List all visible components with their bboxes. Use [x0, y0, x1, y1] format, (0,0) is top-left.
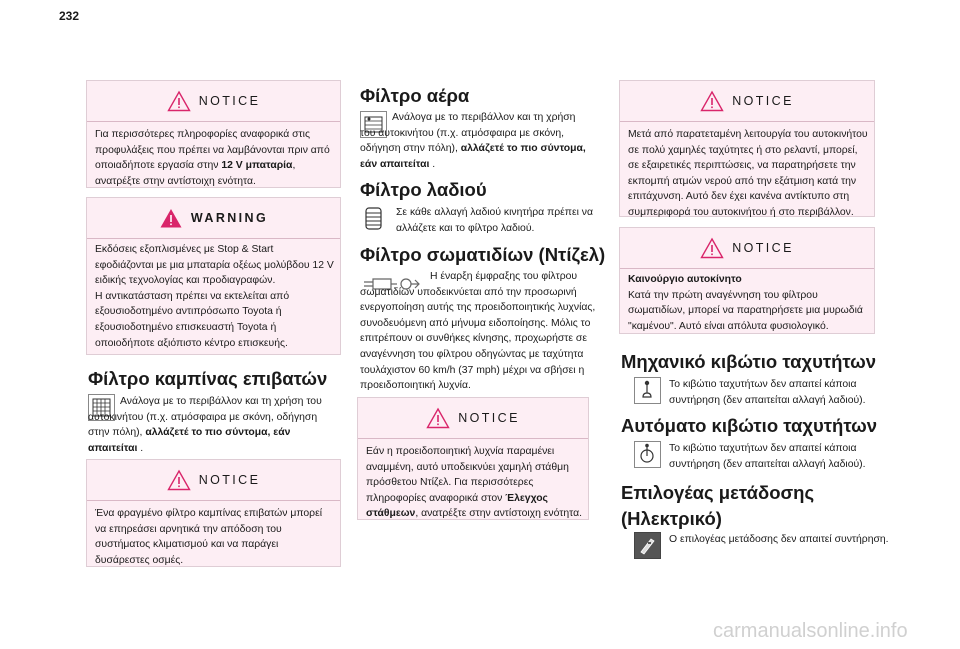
warning-paragraph: Εκδόσεις εξοπλισμένες με Stop & Start εφοδιάζονται με μια μπαταρία οξέως μολύβδου 12 V ειδικής τεχνολογίας και προδιαγραφών. [95, 244, 334, 287]
section-heading-gear-selector: Επιλογέας μετάδοσης (Ηλεκτρικό) [621, 482, 815, 529]
watermark: carmanualsonline.info [713, 620, 908, 642]
section-heading-automatic-gearbox: Αυτόματο κιβώτιο ταχυτήτων [621, 415, 878, 436]
section-heading-cabin-filter: Φίλτρο καμπίνας επιβατών [88, 368, 328, 389]
warning-paragraph: Η αντικατάσταση πρέπει να εκτελείται από εξουσιοδοτημένο αντιπρόσωπο Toyota ή εξουσιοδοτημένο επισκευαστή Toyota ή οποιοδήποτε αξιόπιστο κέντρο επισκευής. [95, 290, 290, 349]
warning-triangle-icon [167, 90, 191, 112]
section-heading-manual-gearbox: Μηχανικό κιβώτιο ταχυτήτων [621, 351, 877, 372]
notice-box-cabin-filter [86, 459, 341, 567]
section-heading-oil-filter: Φίλτρο λαδιού [360, 179, 487, 200]
gear-selector-icon [634, 532, 661, 559]
manual-gearbox-text: Το κιβώτιο ταχυτήτων δεν απαιτεί κάποια συντήρηση (δεν απαιτείται αλλαγή λαδιού). [669, 379, 866, 406]
oil-filter-icon [360, 205, 387, 232]
notice-title: NOTICE [732, 94, 794, 108]
manual-gearbox-icon [634, 377, 661, 404]
section-heading-air-filter: Φίλτρο αέρα [360, 85, 470, 106]
warning-triangle-icon [700, 90, 724, 112]
particle-filter-text: Η έναρξη έμφραξης του φίλτρου σωματιδίων υποδεικνύεται από την προσωρινή ενεργοποίηση αυτής της προειδοποιητικής λυχνίας, συνοδευόμενη από μήνυμα ειδοποίησης. Μόλις το επιτρέπουν οι συνθήκες κίνησης, προχωρήστε σε αναγέννηση του φίλτρου οδηγώντας με ταχύτητα τουλάχιστον 60 km/h (37 mph) μέχρι να σβήσει η προειδοποιητική λυχνία. [360, 271, 596, 392]
notice-box-water-vapour [619, 80, 875, 217]
warning-box-stop-start [86, 197, 341, 355]
notice-subtitle: Καινούργιο αυτοκίνητο [628, 274, 742, 285]
notice-box-battery: NOTICE Για περισσότερες πληροφορίες αναφορικά στις προφυλάξεις που πρέπει να λαμβάνονται πριν από οποιαδήποτε εργασία στην 12 V μπαταρία, ανατρέξτε στην αντίστοιχη ενότητα. [86, 80, 341, 188]
warning-triangle-icon [700, 237, 724, 259]
section-heading-particle-filter: Φίλτρο σωματιδίων (Ντίζελ) [360, 244, 606, 265]
warning-title: WARNING [190, 211, 269, 225]
air-filter-text: Ανάλογα με το περιβάλλον και τη χρήση του αυτοκινήτου (π.χ. ατμόσφαιρα με σκόνη, οδήγηση στην πόλη), αλλάζετέ το πιο σύντομα, εάν απαιτείται . [360, 112, 586, 170]
warning-triangle-icon [426, 407, 450, 429]
oil-filter-text: Σε κάθε αλλαγή λαδιού κινητήρα πρέπει να αλλάζετε και το φίλτρο λαδιού. [396, 207, 593, 234]
notice-title: NOTICE [458, 411, 520, 425]
notice-box-diesel-additive: NOTICE Εάν η προειδοποιητική λυχνία παραμένει αναμμένη, αυτό υποδεικνύει χαμηλή στάθμη πρόσθετου Ντίζελ. Για περισσότερες πληροφορίες αναφορικά στον Έλεγχος στάθμεων, ανατρέξτε στην αντίστοιχη ενότητα. [357, 397, 589, 520]
page-number: 232 [59, 9, 80, 23]
warning-triangle-icon [159, 207, 183, 229]
notice-title: NOTICE [198, 94, 261, 108]
warning-triangle-icon [167, 469, 191, 491]
gear-selector-text: Ο επιλογέας μετάδοσης δεν απαιτεί συντήρηση. [669, 534, 889, 545]
notice-text: Κατά την πρώτη αναγέννηση του φίλτρου σωματιδίων, μπορεί να παρατηρήσετε μια μυρωδιά "καμένου". Αυτό είναι απόλυτα φυσιολογικό. [628, 289, 863, 332]
automatic-gearbox-text: Το κιβώτιο ταχυτήτων δεν απαιτεί κάποια συντήρηση (δεν απαιτείται αλλαγή λαδιού). [669, 443, 866, 470]
notice-text: Ένα φραγμένο φίλτρο καμπίνας επιβατών μπορεί να επηρεάσει αρνητικά την απόδοση του συστήματος κλιματισμού και να παράγει δυσάρεστες οσμές. [95, 508, 323, 566]
automatic-gearbox-icon [634, 441, 661, 468]
notice-box-new-vehicle [619, 227, 875, 334]
notice-title: NOTICE [198, 473, 261, 487]
notice-title: NOTICE [732, 241, 794, 255]
notice-text: Μετά από παρατεταμένη λειτουργία του αυτοκινήτου σε πολύ χαμηλές ταχύτητες ή στο ρελαντί, μπορεί, σε εξαιρετικές περιπτώσεις, να παρατηρήσετε την εκπομπή ατμών νερού από την εξάτμιση κατά την επιτάχυνση. Αυτό δεν έχει κανένα αντίκτυπο στη συμπεριφορά του αυτοκινήτου ή στο περιβάλλον. [628, 129, 868, 218]
cabin-filter-text: Ανάλογα με το περιβάλλον και τη χρήση του αυτοκινήτου (π.χ. ατμόσφαιρα με σκόνη, οδήγηση στην πόλη), αλλάζετέ το πιο σύντομα, εάν απαιτείται . [88, 396, 322, 454]
